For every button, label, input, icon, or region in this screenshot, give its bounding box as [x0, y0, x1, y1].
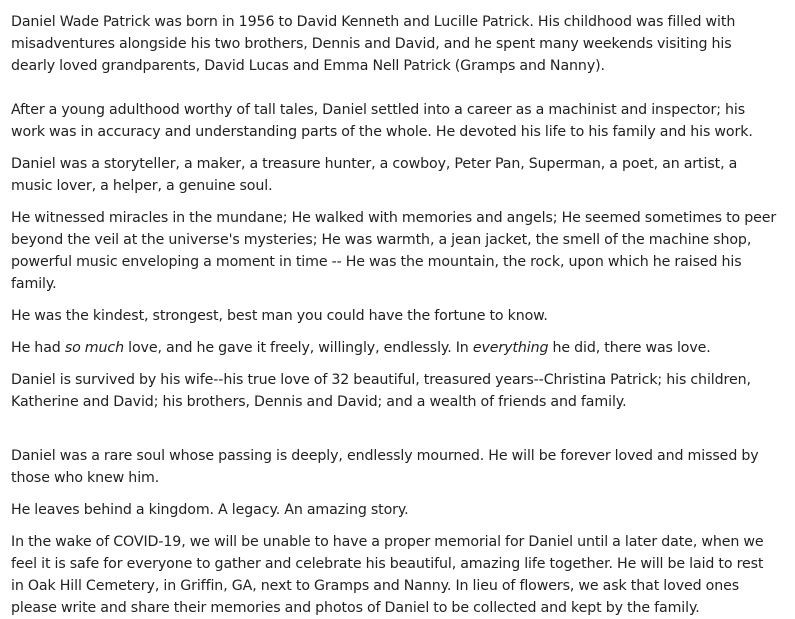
love-emphasis-everything: everything — [472, 340, 549, 356]
paragraph-kindest: He was the kindest, strongest, best man you could have the fortune to know. — [11, 308, 548, 324]
love-text-2: love, and he gave it freely, willingly, endlessly. In — [124, 340, 473, 356]
paragraph-birth: Daniel Wade Patrick was born in 1956 to David Kenneth and Lucille Patrick. His childhood was filled with misadventures alongside his two brothers, Dennis and David, and he spent many weekends visiting his dearly loved grandparents, David Lucas and Emma Nell Patrick (Gramps and Nanny). — [11, 14, 736, 74]
paragraph-love — [11, 337, 779, 359]
love-text-3: he did, there was love. — [548, 340, 711, 356]
paragraph-survived-by: Daniel is survived by his wife--his true love of 32 beautiful, treasured years--Christina Patrick; his children, Katherine and David; his brothers, Dennis and David; and a wealth of friends and family. — [11, 372, 751, 410]
paragraph-mourned: Daniel was a rare soul whose passing is deeply, endlessly mourned. He will be forever loved and missed by those who knew him. — [11, 448, 759, 486]
paragraph-career: After a young adulthood worthy of tall tales, Daniel settled into a career as a machinist and inspector; his work was in accuracy and understanding parts of the whole. He devoted his life to his family and his work. — [11, 102, 753, 140]
love-emphasis-so-much: so much — [64, 340, 124, 356]
love-text-1: He had — [11, 340, 65, 356]
paragraph-character: Daniel was a storyteller, a maker, a treasure hunter, a cowboy, Peter Pan, Superman, a poet, an artist, a music lover, a helper, a genuine soul. — [11, 156, 738, 194]
paragraph-miracles: He witnessed miracles in the mundane; He walked with memories and angels; He seemed sometimes to peer beyond the veil at the universe's mysteries; He was warmth, a jean jacket, the smell of the machine shop, powerful music enveloping a moment in time -- He was the mountain, the rock, upon which he raised his family. — [11, 210, 777, 292]
paragraph-memorial: In the wake of COVID-19, we will be unable to have a proper memorial for Daniel until a later date, when we feel it is safe for everyone to gather and celebrate his beautiful, amazing life together. He will be laid to rest in Oak Hill Cemetery, in Griffin, GA, next to Gramps and Nanny. In lieu of flowers, we ask that loved ones please write and share their memories and photos of Daniel to be collected and kept by the family. — [11, 534, 764, 616]
paragraph-legacy: He leaves behind a kingdom. A legacy. An amazing story. — [11, 502, 409, 518]
